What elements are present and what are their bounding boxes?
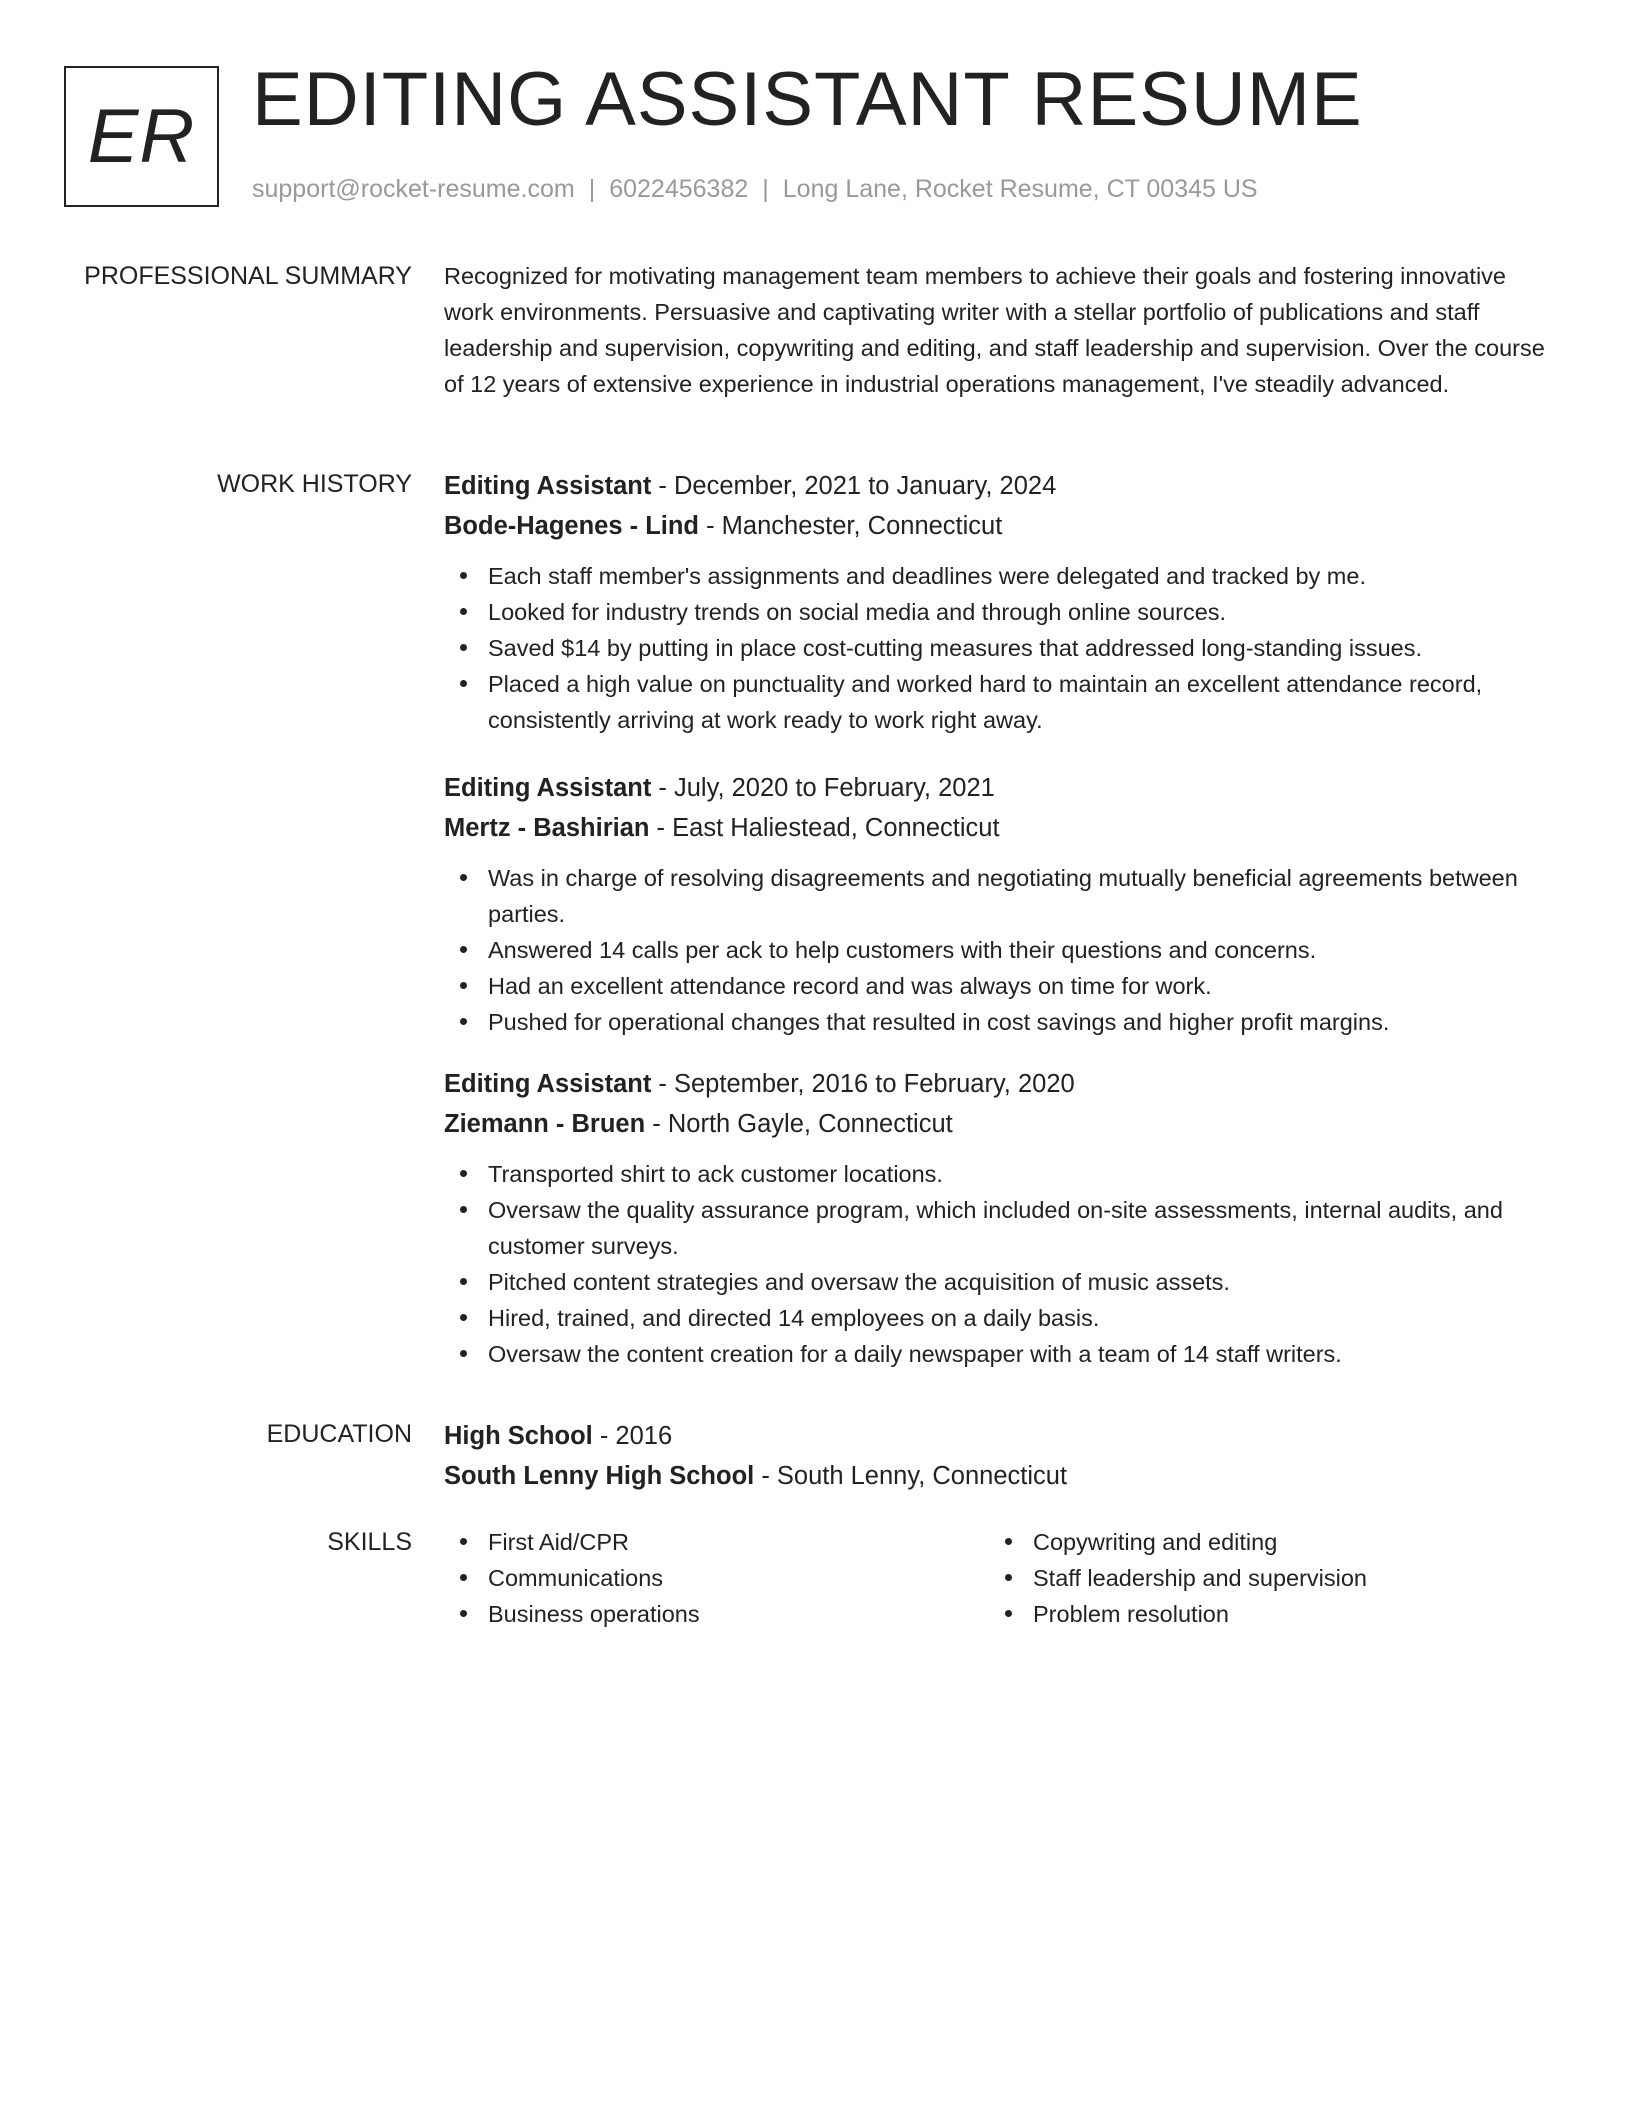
list-item: Answered 14 calls per ack to help customers with their questions and concerns. <box>488 932 1554 968</box>
job-location: - Manchester, Connecticut <box>699 512 1003 540</box>
section-heading: EDUCATION <box>266 1420 412 1448</box>
job-dates: - December, 2021 to January, 2024 <box>651 472 1057 500</box>
job-entry <box>444 768 1554 1040</box>
job-title: Editing Assistant <box>444 1070 652 1098</box>
skill-item: First Aid/CPR <box>488 1524 989 1560</box>
skill-item: Staff leadership and supervision <box>1033 1560 1534 1596</box>
skills-list <box>989 1524 1534 1632</box>
list-item: Had an excellent attendance record and was always on time for work. <box>488 968 1554 1004</box>
job-company-line <box>444 506 1554 546</box>
contact-separator: | <box>588 175 596 203</box>
education-degree-line <box>444 1416 1554 1456</box>
job-company: Mertz - Bashirian <box>444 814 650 842</box>
skills-body <box>444 1524 1554 1632</box>
job-title: Editing Assistant <box>444 774 652 802</box>
job-entry <box>444 466 1554 738</box>
skill-item: Problem resolution <box>1033 1596 1534 1632</box>
skills-column-right <box>989 1524 1534 1632</box>
list-item: Each staff member's assignments and deadlines were delegated and tracked by me. <box>488 558 1554 594</box>
list-item: Hired, trained, and directed 14 employees on a daily basis. <box>488 1300 1554 1336</box>
job-bullets <box>444 1156 1554 1372</box>
job-dates: - September, 2016 to February, 2020 <box>651 1070 1075 1098</box>
contact-line <box>252 174 1258 204</box>
job-location: - North Gayle, Connecticut <box>645 1110 953 1138</box>
contact-phone: 6022456382 <box>609 175 749 203</box>
work-history-body <box>444 466 1554 1372</box>
skill-item: Business operations <box>488 1596 989 1632</box>
education-school-line <box>444 1456 1554 1496</box>
contact-address: Long Lane, Rocket Resume, CT 00345 US <box>782 175 1258 203</box>
job-company-line <box>444 1104 1554 1144</box>
job-entry <box>444 1064 1554 1372</box>
list-item: Pushed for operational changes that resulted in cost savings and higher profit margins. <box>488 1004 1554 1040</box>
job-location: - East Haliestead, Connecticut <box>649 814 1000 842</box>
monogram-initials: ER <box>87 93 196 179</box>
section-heading: WORK HISTORY <box>217 470 412 498</box>
job-company-line <box>444 808 1554 848</box>
education-location: - South Lenny, Connecticut <box>754 1462 1068 1490</box>
list-item: Saved $14 by putting in place cost-cutting measures that addressed long-standing issues. <box>488 630 1554 666</box>
job-title-line <box>444 1064 1554 1104</box>
job-title: Editing Assistant <box>444 472 652 500</box>
list-item: Placed a high value on punctuality and worked hard to maintain an excellent attendance record, consistently arriving at work ready to work right away. <box>488 666 1554 738</box>
list-item: Oversaw the quality assurance program, which included on-site assessments, internal audits, and customer surveys. <box>488 1192 1554 1264</box>
job-title-line <box>444 466 1554 506</box>
education-year: - 2016 <box>592 1422 673 1450</box>
skills-list <box>444 1524 989 1632</box>
contact-email: support@rocket-resume.com <box>252 175 575 203</box>
skill-item: Copywriting and editing <box>1033 1524 1534 1560</box>
section-heading: SKILLS <box>327 1528 412 1556</box>
education-school: South Lenny High School <box>444 1462 755 1490</box>
education-degree: High School <box>444 1422 593 1450</box>
list-item: Was in charge of resolving disagreements and negotiating mutually beneficial agreements between parties. <box>488 860 1554 932</box>
job-title-line <box>444 768 1554 808</box>
summary-text: Recognized for motivating management team members to achieve their goals and fostering innovative work environments. Persuasive and captivating writer with a stellar portfolio of publications and staff leadership and supervision, copywriting and editing, and staff leadership and supervision. Over the course of 12 years of extensive experience in industrial operations management, I've steadily advanced. <box>444 263 1545 397</box>
skills-grid <box>444 1524 1554 1632</box>
job-company: Ziemann - Bruen <box>444 1110 646 1138</box>
summary-body <box>444 258 1554 402</box>
skill-item: Communications <box>488 1560 989 1596</box>
list-item: Pitched content strategies and oversaw the acquisition of music assets. <box>488 1264 1554 1300</box>
education-body <box>444 1416 1554 1496</box>
section-heading: PROFESSIONAL SUMMARY <box>84 262 412 290</box>
list-item: Looked for industry trends on social media and through online sources. <box>488 594 1554 630</box>
list-item: Oversaw the content creation for a daily newspaper with a team of 14 staff writers. <box>488 1336 1554 1372</box>
monogram-badge <box>64 66 219 207</box>
contact-separator: | <box>762 175 769 203</box>
list-item: Transported shirt to ack customer locations. <box>488 1156 1554 1192</box>
job-dates: - July, 2020 to February, 2021 <box>651 774 995 802</box>
resume-title: EDITING ASSISTANT RESUME <box>252 57 1363 142</box>
job-bullets <box>444 558 1554 738</box>
job-bullets <box>444 860 1554 1040</box>
skills-column-left <box>444 1524 989 1632</box>
job-company: Bode-Hagenes - Lind <box>444 512 700 540</box>
